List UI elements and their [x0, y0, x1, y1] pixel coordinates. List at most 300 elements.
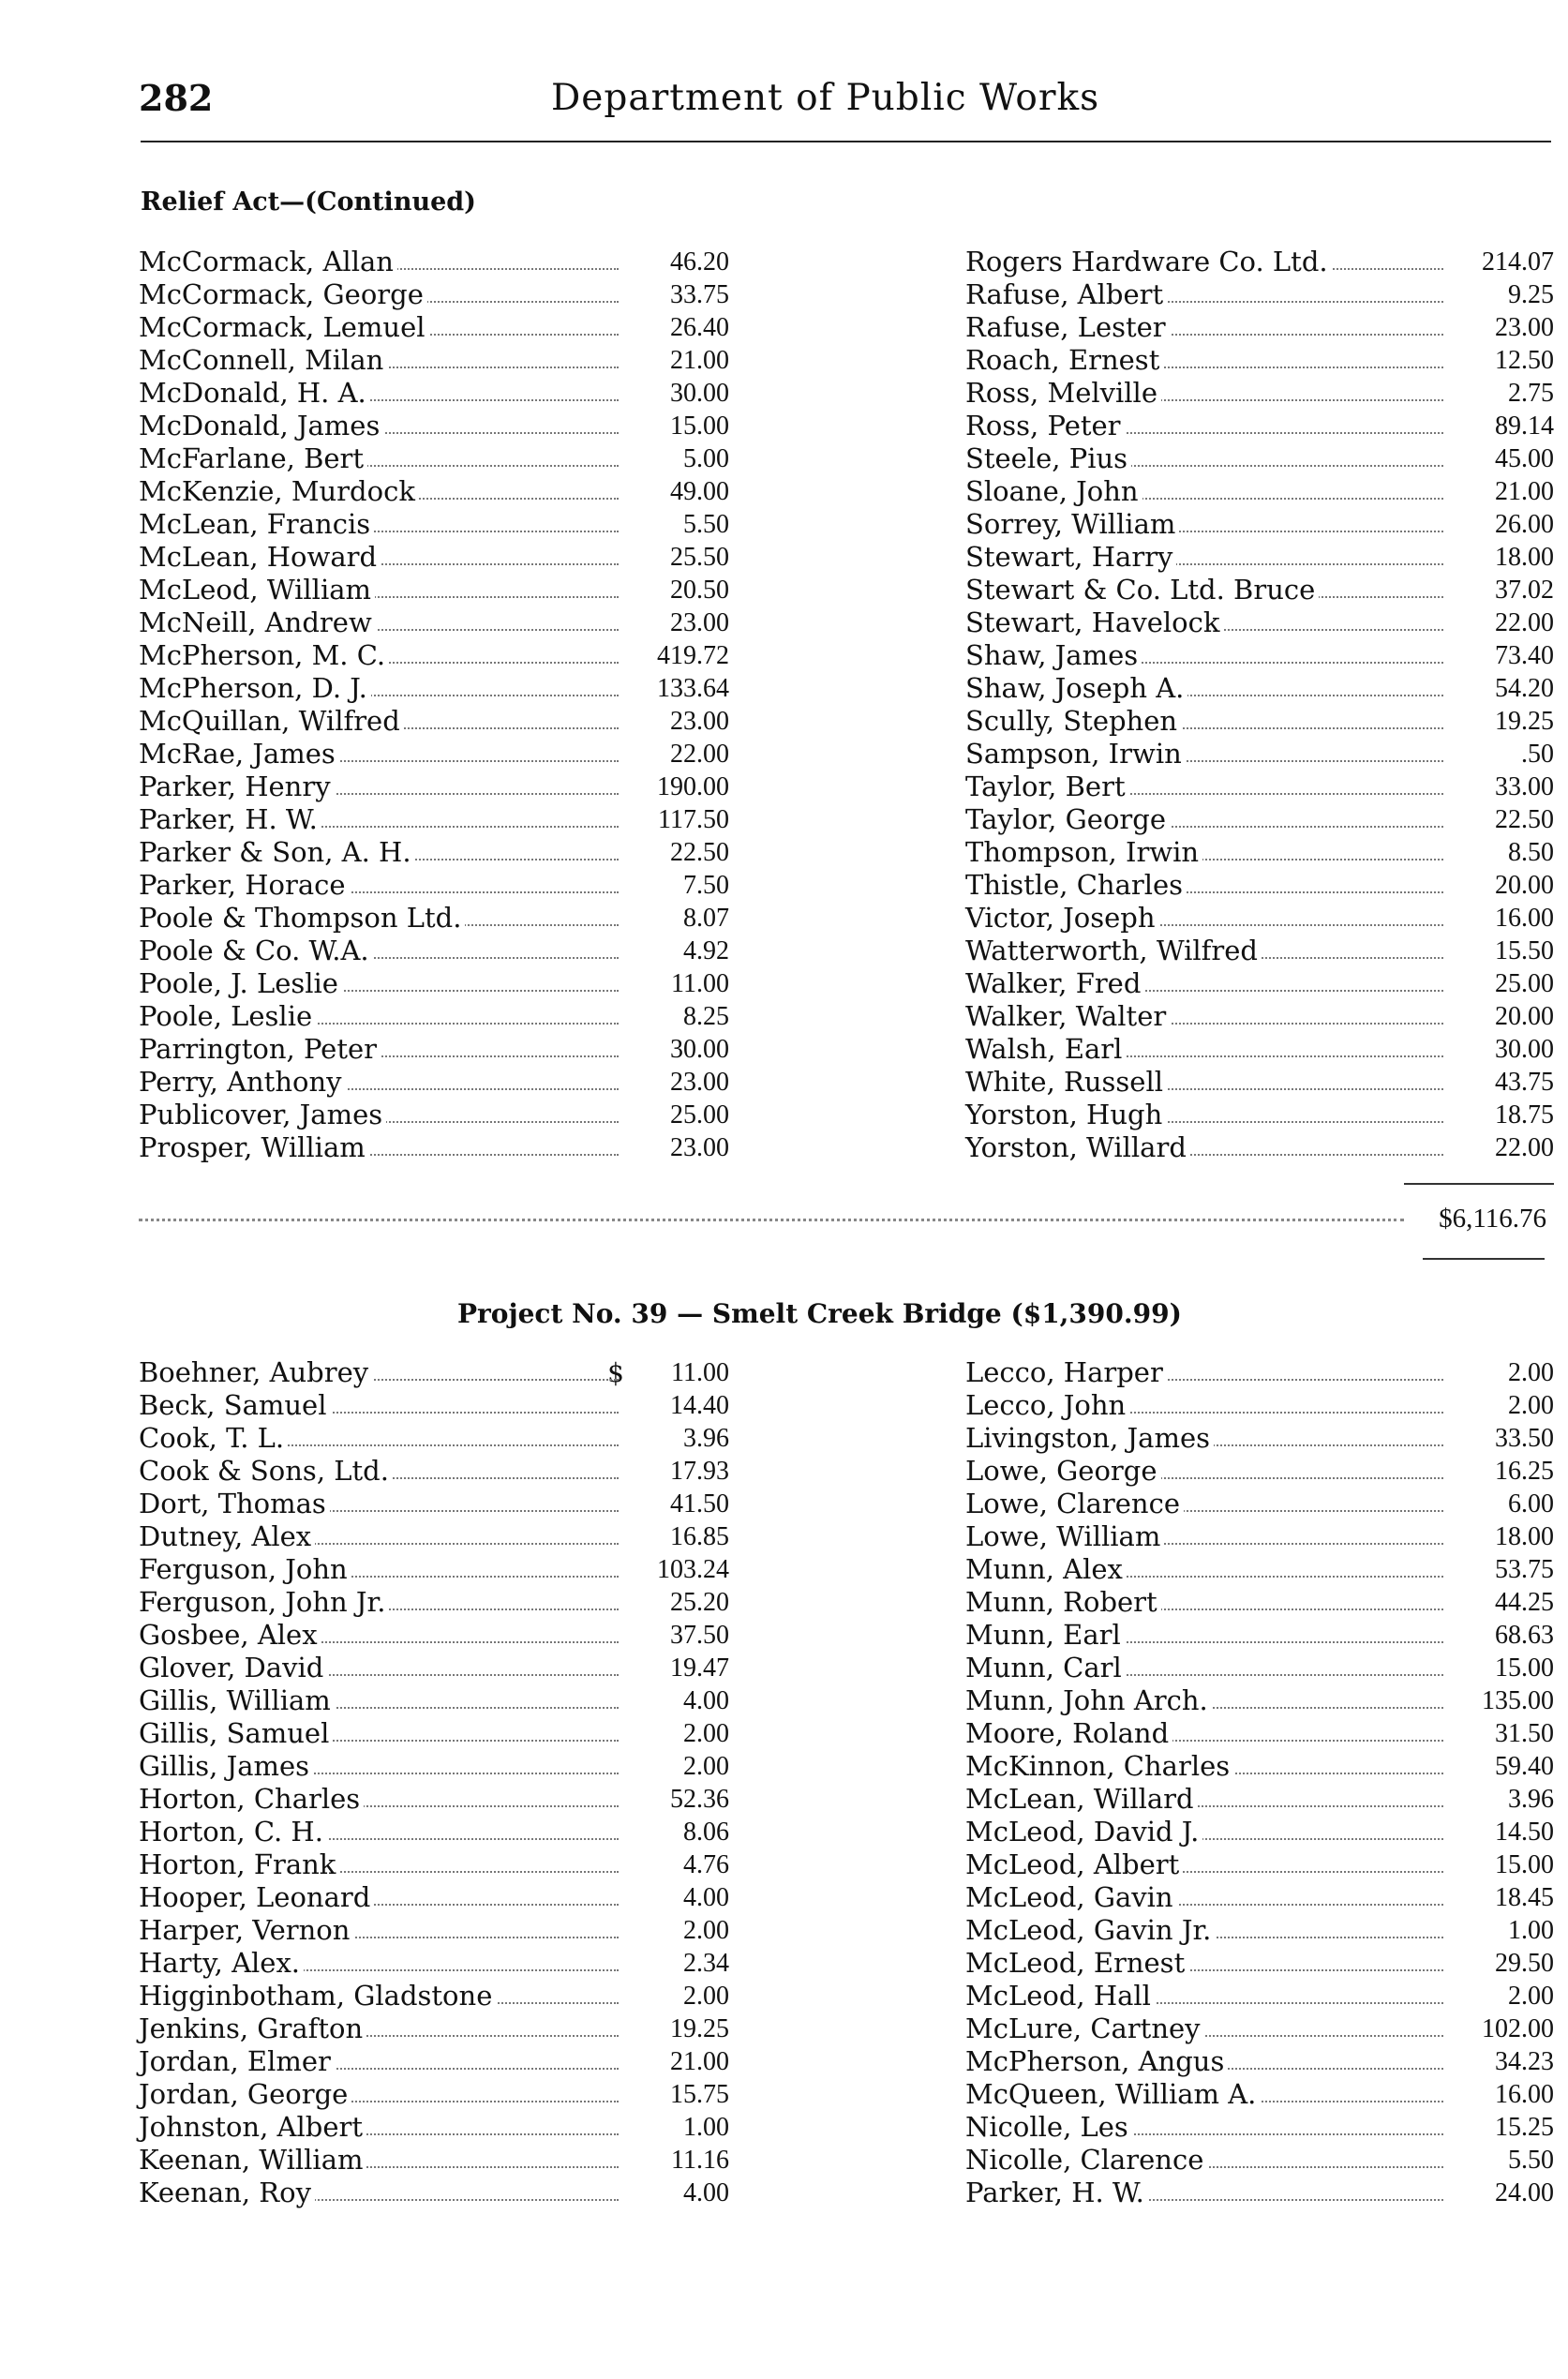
entry-name: Stewart, Harry	[965, 541, 1176, 574]
list-item	[965, 672, 1554, 705]
entry-amount: 15.00	[1495, 1850, 1554, 1879]
list-item	[965, 1717, 1554, 1750]
entry-amount: 15.00	[670, 411, 729, 441]
entry-amount: 117.50	[658, 805, 729, 834]
entry-name: Victor, Joseph	[965, 902, 1159, 935]
entry-amount: 15.50	[1495, 936, 1554, 965]
list-item	[139, 2177, 729, 2209]
entry-amount: 23.00	[670, 707, 729, 736]
entry-amount: 2.00	[683, 1719, 729, 1748]
entry-name: Yorston, Willard	[965, 1131, 1190, 1164]
list-item	[965, 771, 1554, 803]
list-item	[139, 1488, 729, 1520]
entry-amount: 24.00	[1495, 2178, 1554, 2207]
entry-amount: 22.00	[1495, 608, 1554, 637]
list-item	[965, 1750, 1554, 1783]
entry-amount: 31.50	[1495, 1719, 1554, 1748]
entry-amount: 7.50	[683, 871, 729, 900]
list-item	[139, 344, 729, 377]
entry-amount: 25.00	[1495, 969, 1554, 998]
list-item	[965, 1356, 1554, 1389]
entry-name: Munn, John Arch.	[965, 1684, 1212, 1717]
entry-name: McKenzie, Murdock	[139, 475, 419, 508]
entry-name: Parker, H. W.	[139, 803, 321, 836]
entry-amount: 2.00	[1508, 1391, 1554, 1420]
entry-name: Prosper, William	[139, 1131, 369, 1164]
list-item	[139, 836, 729, 869]
project-title: Project No. 39 — Smelt Creek Bridge ($1,390.99)	[457, 1298, 1182, 1329]
entry-amount: 25.00	[670, 1100, 729, 1130]
list-item	[139, 1422, 729, 1455]
relief-right-column	[965, 246, 1554, 1164]
entry-name: Horton, C. H.	[139, 1816, 327, 1848]
list-item	[965, 705, 1554, 738]
entry-name: McPherson, Angus	[965, 2045, 1228, 2078]
entry-name: McLeod, Gavin	[965, 1881, 1177, 1914]
list-item	[965, 2144, 1554, 2177]
list-item	[965, 1848, 1554, 1881]
entry-amount: 34.23	[1495, 2047, 1554, 2076]
entry-amount: 102.00	[1482, 2014, 1554, 2043]
list-item	[965, 1881, 1554, 1914]
entry-name: Parker & Son, A. H.	[139, 836, 415, 869]
entry-amount: 18.00	[1495, 1522, 1554, 1551]
entry-name: Poole & Thompson Ltd.	[139, 902, 465, 935]
entry-amount: 5.50	[1508, 2146, 1554, 2175]
relief-left-column	[139, 246, 729, 1164]
entry-amount: 23.00	[670, 1068, 729, 1097]
entry-amount: 14.40	[670, 1391, 729, 1420]
list-item	[139, 1099, 729, 1131]
list-item	[965, 1000, 1554, 1033]
entry-amount: 21.00	[670, 346, 729, 375]
entry-amount: 8.25	[683, 1002, 729, 1031]
entry-name: Gillis, William	[139, 1684, 335, 1717]
entry-name: Rafuse, Albert	[965, 278, 1167, 311]
entry-amount: 214.07	[1482, 247, 1554, 277]
entry-name: Nicolle, Les	[965, 2111, 1132, 2144]
entry-name: Yorston, Hugh	[965, 1099, 1166, 1131]
list-item	[139, 1000, 729, 1033]
entry-name: McLeod, Ernest	[965, 1947, 1188, 1980]
section-title: Relief Act—(Continued)	[141, 187, 476, 217]
entry-name: Walker, Walter	[965, 1000, 1170, 1033]
entry-name: Jordan, George	[139, 2078, 351, 2111]
entry-amount: 19.25	[670, 2014, 729, 2043]
list-item	[965, 1389, 1554, 1422]
entry-name: Munn, Carl	[965, 1652, 1126, 1684]
list-item	[965, 639, 1554, 672]
entry-amount: 8.07	[683, 904, 729, 933]
entry-name: McLure, Cartney	[965, 2012, 1204, 2045]
entry-name: Steele, Pius	[965, 442, 1131, 475]
entry-amount: 33.50	[1495, 1424, 1554, 1453]
entry-amount: 5.00	[683, 444, 729, 473]
entry-name: Thistle, Charles	[965, 869, 1187, 902]
page-title: Department of Public Works	[551, 77, 1100, 119]
entry-amount: 190.00	[657, 772, 729, 801]
entry-name: Hooper, Leonard	[139, 1881, 374, 1914]
entry-amount: 1.00	[683, 2113, 729, 2142]
list-item	[965, 1586, 1554, 1619]
entry-amount: 25.20	[670, 1588, 729, 1617]
page-number: 282	[139, 77, 214, 119]
entry-amount: 2.75	[1508, 379, 1554, 408]
entry-amount: 29.50	[1495, 1949, 1554, 1978]
list-item	[965, 1684, 1554, 1717]
list-item	[965, 1066, 1554, 1099]
list-item	[965, 410, 1554, 442]
list-item	[965, 2177, 1554, 2209]
entry-amount: 9.25	[1508, 280, 1554, 309]
entry-name: McCormack, Lemuel	[139, 311, 429, 344]
entry-name: Lowe, Clarence	[965, 1488, 1184, 1520]
list-item	[965, 1033, 1554, 1066]
entry-name: White, Russell	[965, 1066, 1167, 1099]
entry-name: McLean, Willard	[965, 1783, 1198, 1816]
entry-name: Poole, J. Leslie	[139, 967, 342, 1000]
list-item	[139, 1848, 729, 1881]
entry-amount: 2.00	[1508, 1982, 1554, 2011]
entry-amount: 8.06	[683, 1818, 729, 1847]
entry-name: Ferguson, John Jr.	[139, 1586, 389, 1619]
list-item	[965, 803, 1554, 836]
entry-amount: 1.00	[1508, 1916, 1554, 1945]
list-item	[139, 574, 729, 606]
entry-amount: 73.40	[1495, 641, 1554, 670]
entry-name: Keenan, Roy	[139, 2177, 315, 2209]
entry-amount: 11.16	[671, 2146, 729, 2175]
list-item	[139, 869, 729, 902]
list-item	[139, 1783, 729, 1816]
entry-name: Harper, Vernon	[139, 1914, 353, 1947]
entry-amount: 6.00	[1508, 1489, 1554, 1519]
entry-name: Moore, Roland	[965, 1717, 1172, 1750]
entry-amount: 59.40	[1495, 1752, 1554, 1781]
list-item	[965, 1947, 1554, 1980]
entry-amount: 22.50	[1495, 805, 1554, 834]
entry-name: Publicover, James	[139, 1099, 386, 1131]
project-right-column	[965, 1356, 1554, 2209]
list-item	[139, 1947, 729, 1980]
entry-amount: 23.00	[1495, 313, 1554, 342]
list-item	[965, 541, 1554, 574]
entry-name: McDonald, H. A.	[139, 377, 370, 410]
entry-amount: 22.00	[670, 740, 729, 769]
entry-amount: 12.50	[1495, 346, 1554, 375]
entry-name: Ferguson, John	[139, 1553, 351, 1586]
entry-name: McCormack, George	[139, 278, 427, 311]
entry-amount: 4.92	[683, 936, 729, 965]
list-item	[139, 278, 729, 311]
entry-name: Shaw, James	[965, 639, 1142, 672]
list-item	[965, 869, 1554, 902]
list-item	[139, 2012, 729, 2045]
entry-name: Munn, Robert	[965, 1586, 1161, 1619]
entry-amount: 8.50	[1508, 838, 1554, 867]
list-item	[139, 377, 729, 410]
entry-amount: 2.00	[683, 1916, 729, 1945]
entry-name: Parker, Henry	[139, 771, 335, 803]
entry-amount: 16.85	[670, 1522, 729, 1551]
entry-amount: 68.63	[1495, 1621, 1554, 1650]
entry-name: McLeod, Gavin Jr.	[965, 1914, 1215, 1947]
list-item	[139, 1914, 729, 1947]
list-item	[139, 1553, 729, 1586]
list-item	[139, 1033, 729, 1066]
list-item	[139, 1881, 729, 1914]
entry-name: Taylor, George	[965, 803, 1170, 836]
list-item	[139, 1652, 729, 1684]
list-item	[965, 1619, 1554, 1652]
list-item	[139, 1619, 729, 1652]
list-item	[965, 377, 1554, 410]
list-item	[139, 1750, 729, 1783]
list-item	[965, 1520, 1554, 1553]
entry-amount: 89.14	[1495, 411, 1554, 441]
entry-amount: 20.00	[1495, 871, 1554, 900]
entry-name: Dort, Thomas	[139, 1488, 330, 1520]
entry-name: Thompson, Irwin	[965, 836, 1202, 869]
entry-name: McPherson, D. J.	[139, 672, 371, 705]
entry-name: Parker, Horace	[139, 869, 350, 902]
total-rule-top	[1404, 1183, 1554, 1185]
entry-name: Nicolle, Clarence	[965, 2144, 1207, 2177]
entry-name: McQueen, William A.	[965, 2078, 1260, 2111]
entry-amount: 54.20	[1495, 674, 1554, 703]
list-item	[139, 1455, 729, 1488]
list-item	[139, 1684, 729, 1717]
entry-amount: 103.24	[657, 1555, 729, 1584]
entry-amount: 18.75	[1495, 1100, 1554, 1130]
list-item	[965, 278, 1554, 311]
entry-amount: 5.50	[683, 510, 729, 539]
entry-name: Horton, Frank	[139, 1848, 339, 1881]
entry-name: Cook & Sons, Ltd.	[139, 1455, 393, 1488]
entry-amount: 4.76	[683, 1850, 729, 1879]
entry-name: Scully, Stephen	[965, 705, 1181, 738]
list-item	[139, 705, 729, 738]
list-item	[139, 311, 729, 344]
list-item	[965, 2012, 1554, 2045]
list-item	[139, 1389, 729, 1422]
entry-amount: 2.00	[683, 1982, 729, 2011]
list-item	[139, 1586, 729, 1619]
entry-amount: 4.00	[683, 1883, 729, 1912]
list-item	[965, 1652, 1554, 1684]
entry-name: Rogers Hardware Co. Ltd.	[965, 246, 1332, 278]
entry-name: Munn, Alex	[965, 1553, 1127, 1586]
list-item	[139, 2078, 729, 2111]
entry-amount: 419.72	[657, 641, 729, 670]
entry-amount: 11.00	[671, 969, 729, 998]
entry-amount: 26.00	[1495, 510, 1554, 539]
list-item	[965, 1553, 1554, 1586]
entry-amount: 3.96	[1508, 1785, 1554, 1814]
entry-amount: .50	[1521, 740, 1554, 769]
entry-name: McLeod, Albert	[965, 1848, 1183, 1881]
project-left-column	[139, 1356, 729, 2209]
entry-name: Dutney, Alex	[139, 1520, 315, 1553]
list-item	[965, 2111, 1554, 2144]
entry-amount: 16.25	[1495, 1457, 1554, 1486]
entry-amount: 133.64	[657, 674, 729, 703]
entry-name: Gillis, James	[139, 1750, 313, 1783]
entry-amount: 16.00	[1495, 2080, 1554, 2109]
list-item	[139, 2111, 729, 2144]
entry-amount: 2.00	[683, 1752, 729, 1781]
entry-name: McCormack, Allan	[139, 246, 397, 278]
entry-name: Lowe, George	[965, 1455, 1161, 1488]
list-item	[965, 935, 1554, 967]
entry-name: Keenan, William	[139, 2144, 366, 2177]
list-item	[965, 442, 1554, 475]
entry-name: Poole & Co. W.A.	[139, 935, 373, 967]
entry-name: Walsh, Earl	[965, 1033, 1126, 1066]
entry-amount: 15.00	[1495, 1653, 1554, 1683]
entry-amount: 53.75	[1495, 1555, 1554, 1584]
list-item	[965, 902, 1554, 935]
list-item	[965, 2078, 1554, 2111]
entry-amount: 30.00	[670, 1035, 729, 1064]
entry-name: Watterworth, Wilfred	[965, 935, 1262, 967]
entry-amount: 23.00	[670, 608, 729, 637]
list-item	[965, 606, 1554, 639]
entry-name: Johnston, Albert	[139, 2111, 366, 2144]
entry-amount: 3.96	[683, 1424, 729, 1453]
entry-name: McQuillan, Wilfred	[139, 705, 404, 738]
entry-name: Lecco, Harper	[965, 1356, 1167, 1389]
relief-total-block	[139, 1183, 1554, 1267]
list-item	[139, 2144, 729, 2177]
list-item	[965, 1131, 1554, 1164]
list-item	[139, 410, 729, 442]
list-item	[965, 1914, 1554, 1947]
entry-amount: 4.00	[683, 1686, 729, 1715]
list-item	[965, 1488, 1554, 1520]
entry-amount: 17.93	[670, 1457, 729, 1486]
list-item	[965, 1816, 1554, 1848]
entry-name: Roach, Ernest	[965, 344, 1163, 377]
entry-name: Sloane, John	[965, 475, 1142, 508]
entry-amount: 21.00	[670, 2047, 729, 2076]
entry-amount: 19.25	[1495, 707, 1554, 736]
entry-name: McLeod, David J.	[965, 1816, 1202, 1848]
entry-name: McKinnon, Charles	[965, 1750, 1233, 1783]
entry-amount: 135.00	[1482, 1686, 1554, 1715]
entry-amount: 25.50	[670, 543, 729, 572]
list-item	[965, 1099, 1554, 1131]
entry-amount: 30.00	[670, 379, 729, 408]
entry-amount: 26.40	[670, 313, 729, 342]
list-item	[965, 574, 1554, 606]
header-rule	[141, 141, 1551, 142]
list-item	[965, 836, 1554, 869]
entry-name: Gosbee, Alex	[139, 1619, 321, 1652]
list-item	[139, 246, 729, 278]
list-item	[139, 1131, 729, 1164]
total-leader	[139, 1219, 1404, 1221]
total-rule-bottom	[1423, 1258, 1545, 1260]
entry-amount: 49.00	[670, 477, 729, 506]
list-item	[139, 541, 729, 574]
list-item	[139, 1980, 729, 2012]
entry-name: Livingston, James	[965, 1422, 1214, 1455]
entry-amount: 22.50	[670, 838, 729, 867]
list-item	[139, 1520, 729, 1553]
entry-amount: 20.50	[670, 576, 729, 605]
entry-amount: 41.50	[670, 1489, 729, 1519]
entry-name: Stewart & Co. Ltd. Bruce	[965, 574, 1319, 606]
entry-name: Lecco, John	[965, 1389, 1129, 1422]
entry-name: Horton, Charles	[139, 1783, 364, 1816]
entry-amount: 37.02	[1495, 576, 1554, 605]
entry-amount: 46.20	[670, 247, 729, 277]
entry-name: Lowe, William	[965, 1520, 1164, 1553]
entry-name: Cook, T. L.	[139, 1422, 288, 1455]
entry-amount: 45.00	[1495, 444, 1554, 473]
entry-amount: 33.75	[670, 280, 729, 309]
entry-name: Rafuse, Lester	[965, 311, 1170, 344]
list-item	[139, 442, 729, 475]
entry-amount: 33.00	[1495, 772, 1554, 801]
page-header	[139, 77, 1554, 133]
list-item	[139, 1356, 729, 1389]
entry-amount: 22.00	[1495, 1133, 1554, 1162]
list-item	[965, 246, 1554, 278]
entry-amount: 16.00	[1495, 904, 1554, 933]
entry-amount: 2.34	[683, 1949, 729, 1978]
list-item	[139, 771, 729, 803]
entry-name: Jenkins, Grafton	[139, 2012, 366, 2045]
entry-amount: 2.00	[1508, 1358, 1554, 1387]
list-item	[139, 935, 729, 967]
list-item	[139, 902, 729, 935]
list-item	[139, 475, 729, 508]
entry-name: McFarlane, Bert	[139, 442, 367, 475]
relief-total-amount: $6,116.76	[1439, 1204, 1546, 1234]
entry-amount: 37.50	[670, 1621, 729, 1650]
entry-amount: 44.25	[1495, 1588, 1554, 1617]
entry-name: Parker, H. W.	[965, 2177, 1148, 2209]
entry-name: McLeod, Hall	[965, 1980, 1155, 2012]
list-item	[139, 738, 729, 771]
dollar-sign: $	[607, 1357, 624, 1388]
entry-name: McLean, Howard	[139, 541, 381, 574]
entry-name: Glover, David	[139, 1652, 327, 1684]
entry-name: Stewart, Havelock	[965, 606, 1223, 639]
entry-name: McPherson, M. C.	[139, 639, 389, 672]
list-item	[965, 475, 1554, 508]
entry-amount: 18.45	[1495, 1883, 1554, 1912]
list-item	[965, 2045, 1554, 2078]
list-item	[139, 508, 729, 541]
entry-name: McConnell, Milan	[139, 344, 387, 377]
entry-name: Shaw, Joseph A.	[965, 672, 1187, 705]
entry-name: McDonald, James	[139, 410, 383, 442]
entry-amount: 30.00	[1495, 1035, 1554, 1064]
list-item	[139, 967, 729, 1000]
entry-name: McLeod, William	[139, 574, 375, 606]
entry-amount: 14.50	[1495, 1818, 1554, 1847]
entry-amount: 19.47	[670, 1653, 729, 1683]
entry-amount: 15.25	[1495, 2113, 1554, 2142]
entry-name: Higginbotham, Gladstone	[139, 1980, 496, 2012]
list-item	[139, 2045, 729, 2078]
entry-name: Poole, Leslie	[139, 1000, 316, 1033]
list-item	[139, 1816, 729, 1848]
entry-amount: 21.00	[1495, 477, 1554, 506]
